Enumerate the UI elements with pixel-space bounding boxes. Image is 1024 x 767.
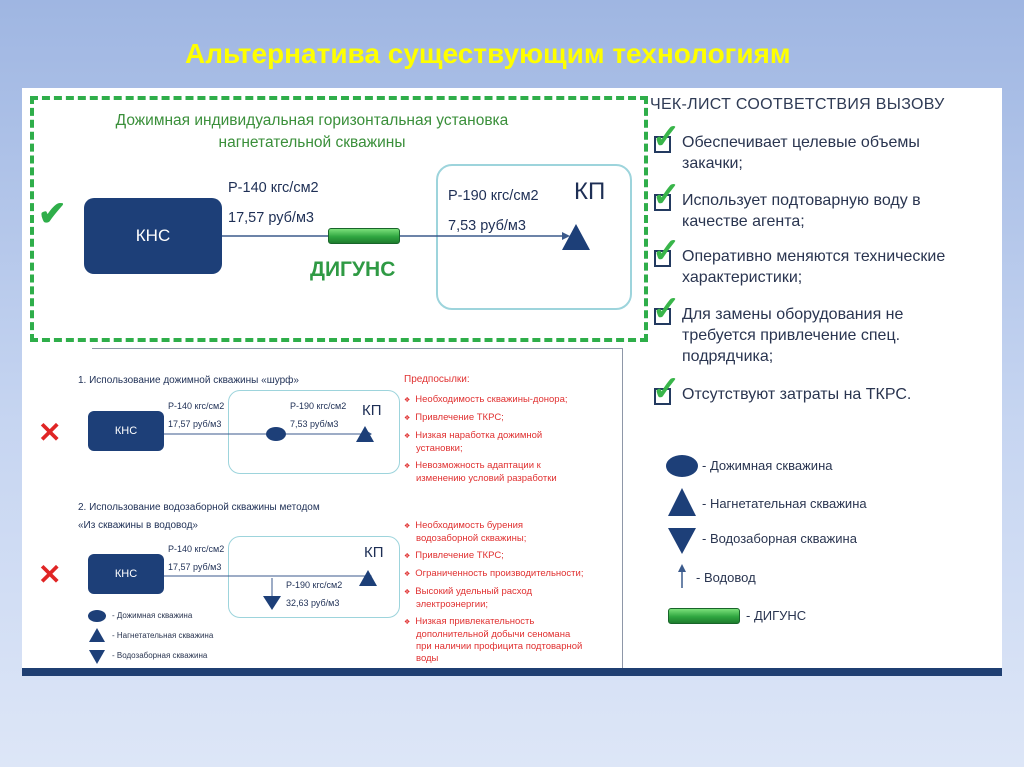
kns-label: КНС [135,226,171,245]
bottom-bar [22,668,1002,676]
water-intake-well-icon [668,528,696,554]
checklist-text: Для замены оборудования не [682,306,904,323]
checklist-text: характеристики; [682,269,803,286]
legend-digns-bar [668,608,740,624]
prerequisite-text: при наличии профицита подтоварной [416,641,583,652]
reject-icon: ✕ [38,559,62,590]
checklist-text: Использует подтоварную воду в [682,192,921,209]
pressure-out-label: Р-190 кгс/см2 [286,580,343,590]
top-scheme-heading-line1: Дожимная индивидуальная горизонтальная установка [115,112,509,129]
prerequisite-text: дополнительной добычи сеномана [416,629,571,640]
cost-out-label: 32,63 руб/м3 [286,598,340,608]
checklist-text: Обеспечивает целевые объемы [682,134,920,151]
small-legend-intake: - Водозаборная скважина [112,651,208,660]
bullet-icon: ❖ [404,553,411,560]
booster-well-icon [666,455,698,477]
check-icon: ✓ [652,370,681,408]
alt1-heading: 1. Использование дожимной скважины «шурф» [78,375,299,386]
pressure-out-label: Р-190 кгс/см2 [290,401,347,411]
bullet-icon: ❖ [404,433,411,440]
prerequisite-text: Привлечение ТКРС; [415,412,504,423]
prerequisite-text: установки; [416,443,463,454]
prerequisite-text: воды [416,653,439,664]
pressure-in-label: Р-140 кгс/см2 [168,544,225,554]
check-icon: ✓ [652,118,681,156]
reject-icon: ✕ [38,417,62,448]
check-icon: ✓ [652,232,681,270]
content-panel [22,88,1002,676]
kns-label: КНС [114,425,138,437]
cost-out-label: 7,53 руб/м3 [290,419,339,429]
check-icon: ✓ [652,176,681,214]
prerequisite-text: Привлечение ТКРС; [415,550,504,561]
check-icon: ✔ [38,195,67,233]
kp-label: КП [574,178,606,205]
slide-title: Альтернатива существующим технологиям [185,38,791,69]
bullet-icon: ❖ [404,463,411,470]
bullet-icon: ❖ [404,589,411,596]
checklist-text: закачки; [682,155,743,172]
cost-in-label: 17,57 руб/м3 [168,562,222,572]
top-scheme-heading-line2: нагнетательной скважины [218,134,406,151]
legend-water-intake-well: - Водозаборная скважина [702,531,857,546]
kns-label: КНС [114,568,138,580]
prerequisite-text: электроэнергии; [416,599,489,610]
checklist-text: Оперативно меняются технические [682,248,946,265]
injection-well-icon [668,488,696,516]
kp-label: КП [362,402,382,419]
alt2-heading-line2: «Из скважины в водовод» [78,520,198,531]
cost-in-label: 17,57 руб/м3 [168,419,222,429]
pressure-in-label: Р-140 кгс/см2 [168,401,225,411]
legend-booster-well: - Дожимная скважина [702,458,833,473]
bullet-icon: ❖ [404,415,411,422]
prerequisite-text: Высокий удельный расход [415,586,533,597]
legend-icons [22,88,1002,676]
bullet-icon: ❖ [404,571,411,578]
prerequisite-text: водозаборной скважины; [416,533,527,544]
prerequisite-text: Необходимость скважины-донора; [415,394,568,405]
cost-in-label: 17,57 руб/м3 [228,210,314,226]
bullet-icon: ❖ [404,397,411,404]
prerequisite-text: Невозможность адаптации к [415,460,541,471]
bullet-icon: ❖ [404,619,411,626]
pressure-in-label: Р-140 кгс/см2 [228,180,319,196]
prerequisite-text: Низкая привлекательность [415,616,535,627]
prerequisite-text: изменению условий разработки [416,473,557,484]
legend-water-line: - Водовод [696,570,756,585]
kp-label: КП [364,544,384,561]
checklist-text: подрядчика; [682,348,774,365]
small-legend-injection: - Нагнетательная скважина [112,631,214,640]
prerequisite-text: Ограниченность производительности; [415,568,584,579]
digns-label: ДИГУНС [310,258,396,281]
prerequisites-title: Предпосылки: [404,374,470,385]
checklist-text: Отсутствуют затраты на ТКРС. [682,386,912,403]
cost-out-label: 7,53 руб/м3 [448,218,526,234]
checklist-text: качестве агента; [682,213,805,230]
checklist-title: ЧЕК-ЛИСТ СООТВЕТСТВИЯ ВЫЗОВУ [650,96,945,113]
legend-digns: - ДИГУНС [746,608,807,623]
small-legend-booster: - Дожимная скважина [112,611,193,620]
prerequisite-text: Низкая наработка дожимной [415,430,543,441]
pressure-out-label: Р-190 кгс/см2 [448,188,539,204]
checklist-text: требуется привлечение спец. [682,327,901,344]
check-icon: ✓ [652,290,681,328]
alt2-heading-line1: 2. Использование водозаборной скважины методом [78,502,320,513]
prerequisite-text: Необходимость бурения [415,520,524,531]
bullet-icon: ❖ [404,523,411,530]
legend-injection-well: - Нагнетательная скважина [702,496,867,511]
